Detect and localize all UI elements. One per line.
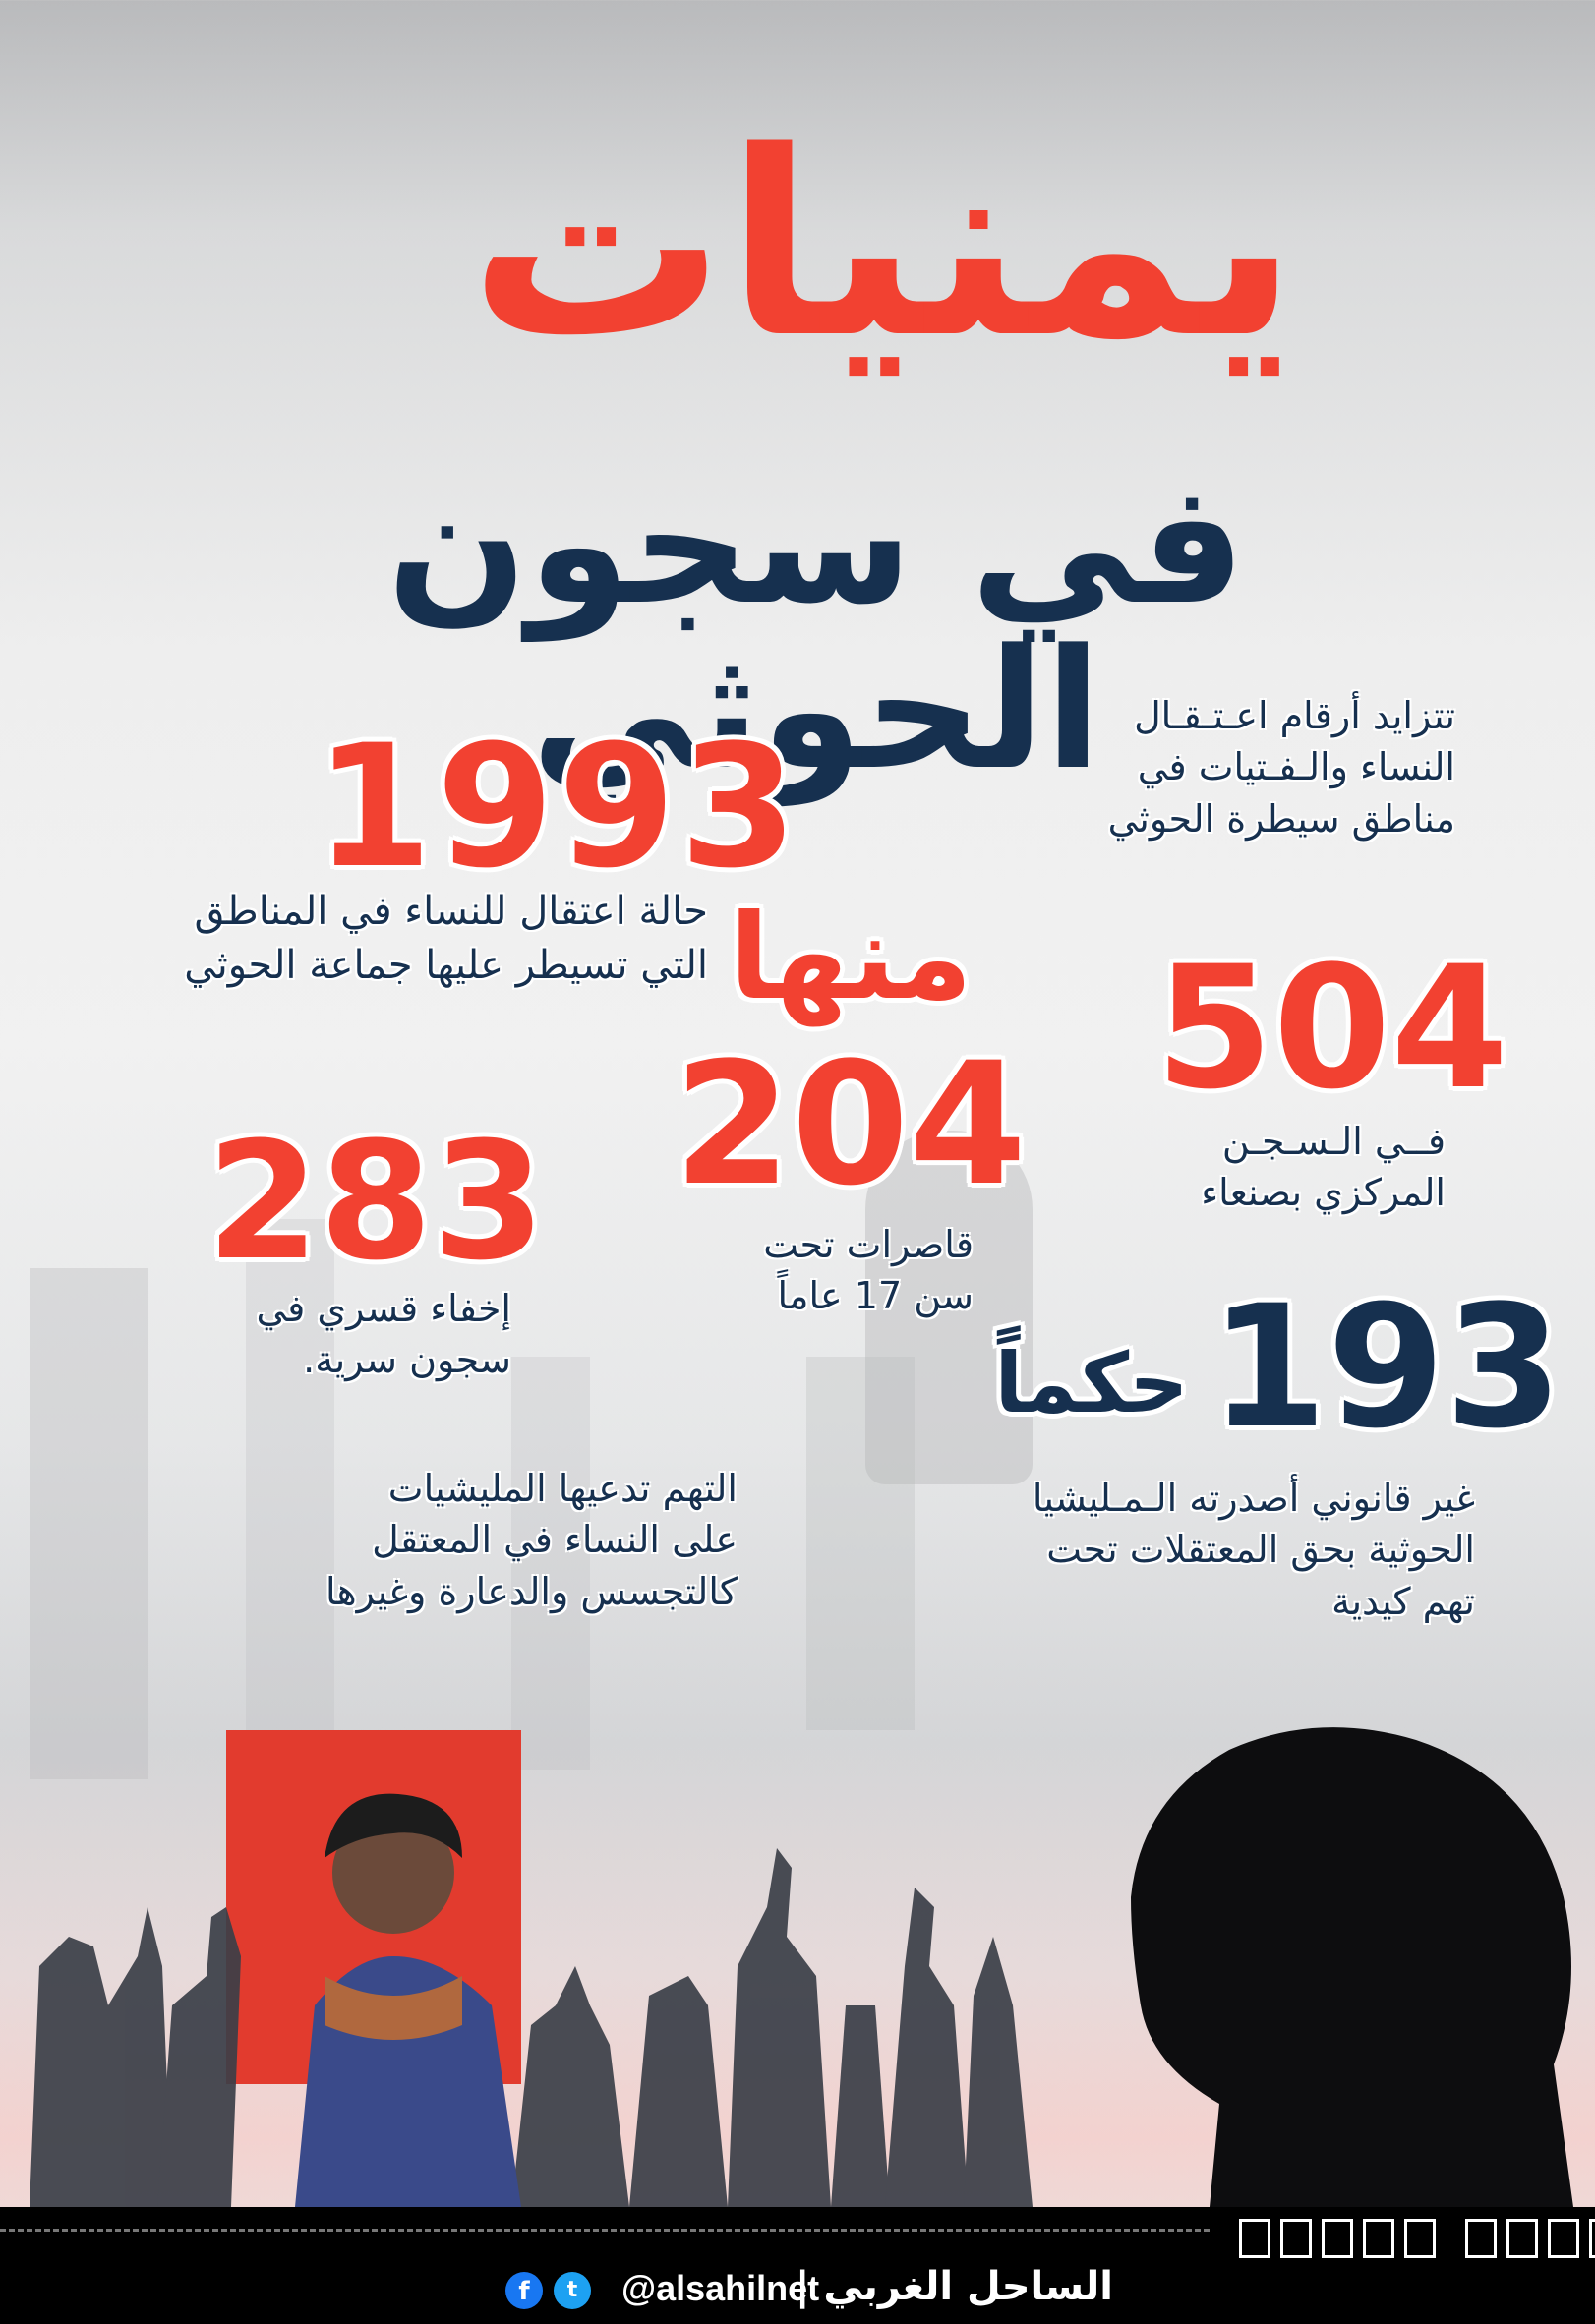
stat-disappeared-desc: [177, 1283, 511, 1386]
stat-total-line: التي تسيطر عليها جماعة الحوثي: [184, 943, 708, 989]
stat-disappeared-line: سجون سرية.: [303, 1338, 511, 1382]
bottom-illustration: [0, 1711, 1595, 2207]
stat-minors-desc: [688, 1219, 974, 1322]
page-title-line2: في سجون الحوثي: [386, 448, 1246, 806]
of-them-label: منها: [729, 890, 973, 1026]
stat-central-desc: [1101, 1116, 1446, 1219]
stat-sentences-label: حكماً: [994, 1335, 1189, 1431]
stat-minors-value: 204: [674, 1025, 1028, 1223]
twitter-icon[interactable]: t: [554, 2272, 591, 2309]
fighters-crowd: [30, 1848, 1033, 2207]
stat-sentences-heading: [974, 1268, 1564, 1466]
stat-central-value: 504: [1155, 929, 1509, 1127]
stat-total-value: 1993: [315, 708, 801, 905]
stat-sentences-line: الحوثية بحق المعتقلات تحت: [1046, 1528, 1475, 1572]
charges-line: كالتجسس والدعارة وغيرها: [325, 1569, 738, 1613]
footer-handle[interactable]: @alsahilnet: [621, 2268, 820, 2308]
charges-desc: [226, 1463, 738, 1617]
stat-disappeared-value: 283: [207, 1107, 546, 1296]
intro-line: تتزايد أرقام اعـتـقـال: [1134, 694, 1455, 737]
stat-central-line: المركزي بصنعاء: [1201, 1171, 1446, 1215]
stat-sentences-desc: [964, 1473, 1475, 1627]
page-title-line1: يمنيات: [468, 97, 1298, 394]
stat-minors-line: سن 17 عاماً: [777, 1274, 974, 1318]
stat-minors-line: قاصرات تحت: [763, 1223, 974, 1266]
stat-total-line: حالة اعتقال للنساء في المناطق: [194, 889, 708, 934]
intro-line: النساء والـفـتيات في: [1137, 745, 1455, 789]
intro-text: [1003, 690, 1455, 844]
intro-line: مناطق سيطرة الحوثي: [1107, 796, 1455, 841]
background-flag-shape: [30, 1268, 148, 1779]
stat-sentences-value: 193: [1210, 1268, 1564, 1466]
background-flag-shape: [806, 1357, 915, 1730]
footer-placeholder-glyphs: [1239, 2219, 1595, 2258]
stat-sentences-line: غير قانوني أصدرته الـمـليشيا: [1032, 1477, 1475, 1520]
stat-disappeared-line: إخفاء قسري في: [256, 1287, 511, 1330]
stat-sentences-line: تهم كيدية: [1331, 1579, 1475, 1623]
facebook-icon[interactable]: f: [505, 2272, 543, 2309]
woman-silhouette: [1131, 1727, 1573, 2207]
charges-line: على النساء في المعتقل: [372, 1518, 738, 1562]
stat-total-desc: [98, 885, 708, 993]
stat-central-line: فــي الـسـجـن: [1221, 1120, 1446, 1163]
footer-brand-label: الساحل الغربي |: [795, 2264, 1113, 2309]
charges-line: التهم تدعيها المليشيات: [387, 1467, 738, 1510]
footer-bar: [0, 2207, 1595, 2324]
footer-divider: [0, 2229, 1210, 2232]
